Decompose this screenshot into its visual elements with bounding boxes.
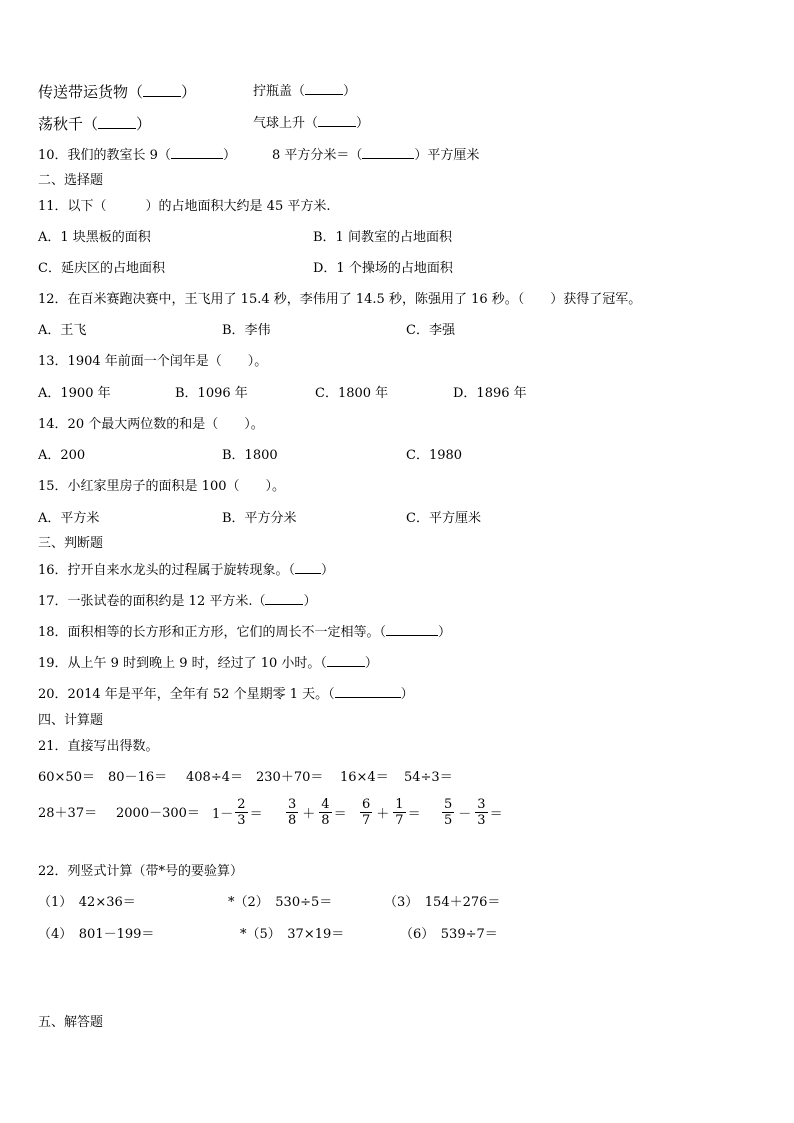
answer-blank[interactable] (265, 593, 303, 605)
q12-option-a[interactable]: A．王飞 (38, 323, 87, 338)
q15-option-a[interactable]: A．平方米 (38, 511, 100, 526)
section-heading-choice: 二、选择题 (38, 173, 104, 188)
fraction (442, 797, 454, 828)
q20 (38, 686, 414, 703)
fraction (319, 797, 331, 828)
fraction (286, 797, 298, 828)
q9-item-conveyor (38, 83, 196, 101)
fraction (393, 797, 405, 828)
equals-sign: ＝ (249, 807, 263, 822)
answer-blank[interactable] (305, 83, 343, 95)
paren-close: ） (222, 148, 236, 163)
equals-sign: ＝ (489, 807, 503, 822)
answer-blank[interactable] (171, 147, 223, 159)
paren-close: ） (400, 687, 414, 702)
q9-item-swing (38, 115, 151, 133)
numerator: 3 (477, 797, 486, 812)
q11-stem: 11．以下（ ）的占地面积大约是 45 平方米. (38, 199, 331, 214)
denominator: 7 (362, 813, 371, 828)
q12-option-b[interactable]: B．李伟 (222, 323, 271, 338)
answer-blank[interactable] (335, 686, 401, 698)
numerator: 2 (237, 797, 246, 812)
q12-option-c[interactable]: C．李强 (406, 323, 455, 338)
denominator: 8 (321, 813, 330, 828)
fraction (235, 797, 247, 828)
paren-close: ） (364, 656, 378, 671)
q9-item-text: 传送带运货物（ (38, 83, 144, 101)
q21-expr: 408÷4＝ (186, 770, 243, 785)
paren-close: ） (438, 625, 452, 640)
judge-text: 16．拧开自来水龙头的过程属于旋转现象。（ (38, 563, 296, 578)
q14-option-b[interactable]: B．1800 (222, 448, 278, 463)
answer-blank[interactable] (98, 117, 136, 129)
q21-stem: 21．直接写出得数。 (38, 739, 159, 754)
q15-option-c[interactable]: C．平方厘米 (406, 511, 481, 526)
operator: － (458, 807, 472, 822)
q14-option-a[interactable]: A．200 (38, 448, 86, 463)
numerator: 1 (395, 797, 404, 812)
q22-stem: 22．列竖式计算（带*号的要验算） (38, 864, 244, 879)
answer-blank[interactable] (362, 147, 414, 159)
q22-item-6: （6） 539÷7＝ (400, 927, 498, 942)
numerator: 5 (444, 797, 453, 812)
q21-fraction-expr-2 (284, 797, 347, 828)
q13-option-c[interactable]: C．1800 年 (315, 386, 389, 401)
q10-part-a (38, 147, 236, 164)
q10-text-a: 10．我们的教室长 9（ (38, 148, 171, 163)
q22-item-5: *（5） 37×19＝ (240, 927, 345, 942)
q13-option-d[interactable]: D．1896 年 (453, 386, 527, 401)
q21-expr: 2000－300＝ (116, 806, 200, 821)
operator: ＋ (302, 807, 316, 822)
q21-expr: 230＋70＝ (256, 770, 324, 785)
q11-option-d[interactable]: D．1 个操场的占地面积 (313, 261, 453, 276)
q10-text-b: 8 平方分米＝（ (272, 148, 363, 163)
judge-text: 20．2014 年是平年，全年有 52 个星期零 1 天。（ (38, 687, 335, 702)
q11-option-c[interactable]: C．延庆区的占地面积 (38, 261, 165, 276)
paren-close: ） (356, 116, 370, 131)
numerator: 3 (288, 797, 297, 812)
q11-option-a[interactable]: A．1 块黑板的面积 (38, 230, 151, 245)
denominator: 3 (237, 813, 246, 828)
q9-item-text: 荡秋千（ (38, 115, 99, 133)
q21-fraction-expr-3 (358, 797, 421, 828)
q13-stem: 13．1904 年前面一个闰年是（ ）。 (38, 354, 268, 369)
q22-item-3: （3） 154＋276＝ (384, 895, 501, 910)
q21-fraction-expr-4 (440, 797, 503, 828)
paren-close: ） (181, 83, 197, 101)
q9-item-balloon (253, 115, 369, 132)
denominator: 7 (395, 813, 404, 828)
q13-option-b[interactable]: B．1096 年 (175, 386, 248, 401)
operator: ＋ (376, 807, 390, 822)
denominator: 8 (288, 813, 297, 828)
fraction (360, 797, 372, 828)
q22-item-1: （1） 42×36＝ (38, 895, 136, 910)
q9-item-text: 拧瓶盖（ (253, 84, 306, 99)
expr-prefix: 1－ (212, 807, 234, 822)
q16 (38, 562, 334, 579)
fraction (475, 797, 487, 828)
paren-close: ） (136, 115, 152, 133)
judge-text: 17．一张试卷的面积约是 12 平方米.（ (38, 594, 266, 609)
q22-item-4: （4） 801－199＝ (38, 927, 155, 942)
q9-item-bottle-cap (253, 83, 356, 100)
q11-option-b[interactable]: B．1 间教室的占地面积 (313, 230, 452, 245)
q12-stem: 12．在百米赛跑决赛中，王飞用了 15.4 秒，李伟用了 14.5 秒，陈强用了 16 秒。（ ）获得了冠军。 (38, 292, 642, 307)
judge-text: 18．面积相等的长方形和正方形，它们的周长不一定相等。（ (38, 625, 387, 640)
paren-close: ） (343, 84, 357, 99)
q14-stem: 14．20 个最大两位数的和是（ ）。 (38, 417, 264, 432)
denominator: 3 (477, 813, 486, 828)
q9-item-text: 气球上升（ (253, 116, 319, 131)
q19 (38, 655, 378, 672)
equals-sign: ＝ (333, 807, 347, 822)
answer-blank[interactable] (318, 115, 356, 127)
judge-text: 19．从上午 9 时到晚上 9 时，经过了 10 小时。（ (38, 656, 327, 671)
section-heading-calc: 四、计算题 (38, 713, 104, 728)
q18 (38, 624, 451, 641)
q21-expr: 60×50＝ (38, 770, 95, 785)
q13-option-a[interactable]: A．1900 年 (38, 386, 111, 401)
q21-expr: 54÷3＝ (404, 770, 453, 785)
q14-option-c[interactable]: C．1980 (406, 448, 463, 463)
answer-blank[interactable] (386, 624, 438, 636)
equals-sign: ＝ (407, 807, 421, 822)
q21-expr: 80－16＝ (108, 770, 168, 785)
answer-blank[interactable] (295, 562, 321, 574)
paren-close: ） (321, 563, 335, 578)
section-heading-judge: 三、判断题 (38, 536, 104, 551)
q15-option-b[interactable]: B．平方分米 (222, 511, 297, 526)
q10-part-b (272, 147, 479, 164)
q15-stem: 15．小红家里房子的面积是 100（ ）。 (38, 479, 285, 494)
q17 (38, 593, 317, 610)
paren-close: ） (303, 594, 317, 609)
q10-unit: ）平方厘米 (414, 148, 480, 163)
numerator: 4 (321, 797, 330, 812)
answer-blank[interactable] (327, 655, 365, 667)
q22-item-2: *（2） 530÷5＝ (228, 895, 333, 910)
section-heading-answer: 五、解答题 (38, 1015, 104, 1030)
q21-fraction-expr-1 (212, 797, 263, 828)
numerator: 6 (362, 797, 371, 812)
q21-expr: 28＋37＝ (38, 806, 98, 821)
q21-expr: 16×4＝ (340, 770, 389, 785)
answer-blank[interactable] (143, 85, 181, 97)
denominator: 5 (444, 813, 453, 828)
